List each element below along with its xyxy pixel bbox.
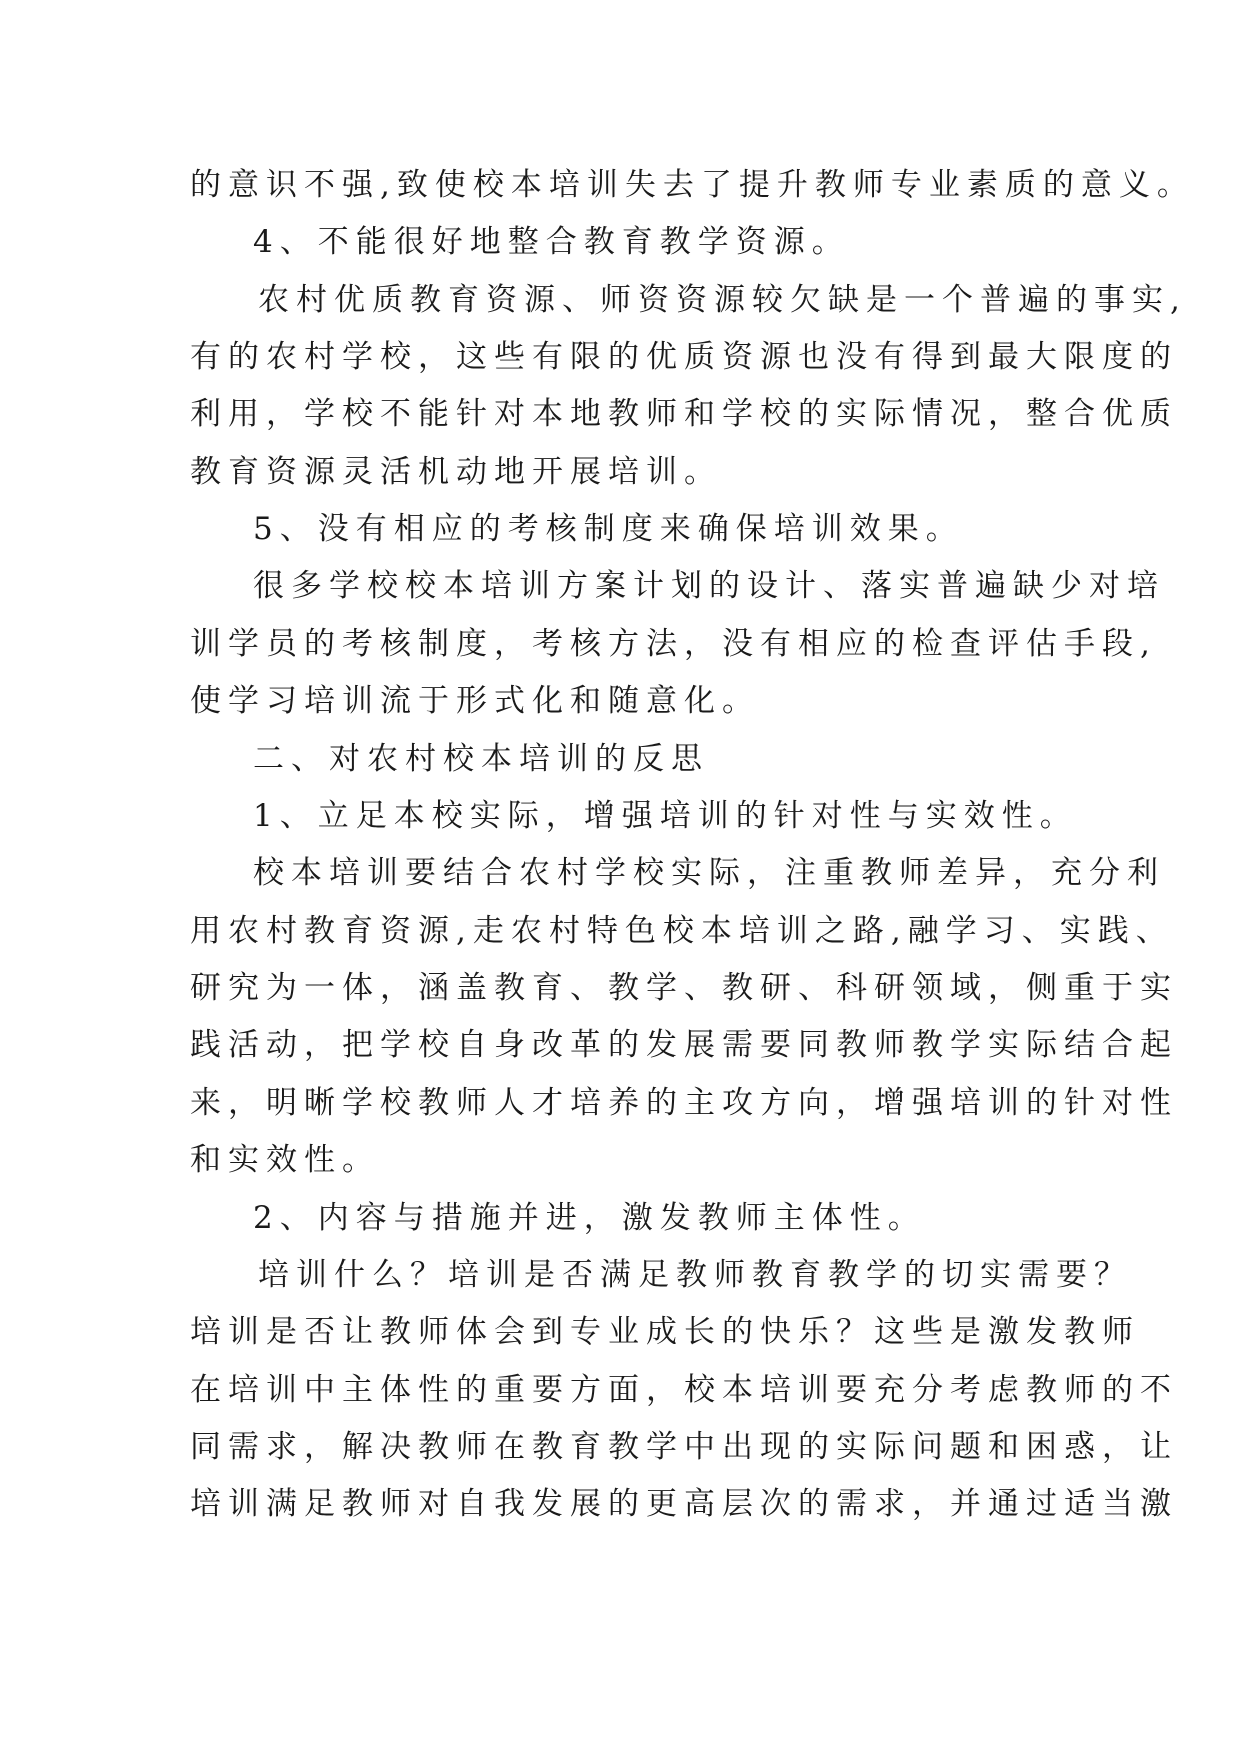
- text-line: 来，明晰学校教师人才培养的主攻方向，增强培训的针对性: [190, 1085, 1178, 1121]
- text-line: 使学习培训流于形式化和随意化。: [190, 683, 760, 719]
- numbered-heading: 1、立足本校实际，增强培训的针对性与实效性。: [253, 798, 1078, 834]
- text-line: 很多学校校本培训方案计划的设计、落实普遍缺少对培: [253, 568, 1165, 604]
- text-line: 利用，学校不能针对本地教师和学校的实际情况，整合优质: [190, 396, 1178, 432]
- text-line: 培训是否让教师体会到专业成长的快乐？这些是激发教师: [190, 1314, 1140, 1350]
- text-line: 教育资源灵活机动地开展培训。: [190, 454, 722, 490]
- text-line: 训学员的考核制度，考核方法，没有相应的检查评估手段,: [190, 626, 1157, 662]
- text-line: 的意识不强,致使校本培训失去了提升教师专业素质的意义。: [190, 167, 1195, 203]
- text-line: 在培训中主体性的重要方面，校本培训要充分考虑教师的不: [190, 1372, 1178, 1408]
- text-line: 同需求，解决教师在教育教学中出现的实际问题和困惑，让: [190, 1429, 1178, 1465]
- text-line: 校本培训要结合农村学校实际，注重教师差异，充分利: [253, 855, 1165, 891]
- text-line: 培训什么？培训是否满足教师教育教学的切实需要？: [258, 1257, 1132, 1293]
- numbered-heading: 2、内容与措施并进，激发教师主体性。: [253, 1200, 926, 1236]
- numbered-heading: 5、没有相应的考核制度来确保培训效果。: [253, 511, 964, 547]
- text-line: 和实效性。: [190, 1142, 380, 1178]
- text-line: 用农村教育资源,走农村特色校本培训之路,融学习、实践、: [190, 913, 1174, 949]
- section-heading: 二、对农村校本培训的反思: [253, 741, 709, 777]
- text-line: 有的农村学校，这些有限的优质资源也没有得到最大限度的: [190, 339, 1178, 375]
- text-line: 研究为一体，涵盖教育、教学、教研、科研领域，侧重于实: [190, 970, 1178, 1006]
- numbered-heading: 4、不能很好地整合教育教学资源。: [253, 224, 850, 260]
- text-line: 培训满足教师对自我发展的更高层次的需求，并通过适当激: [190, 1486, 1178, 1522]
- text-line: 践活动，把学校自身改革的发展需要同教师教学实际结合起: [190, 1027, 1178, 1063]
- text-line: 农村优质教育资源、师资资源较欠缺是一个普遍的事实,: [258, 282, 1187, 318]
